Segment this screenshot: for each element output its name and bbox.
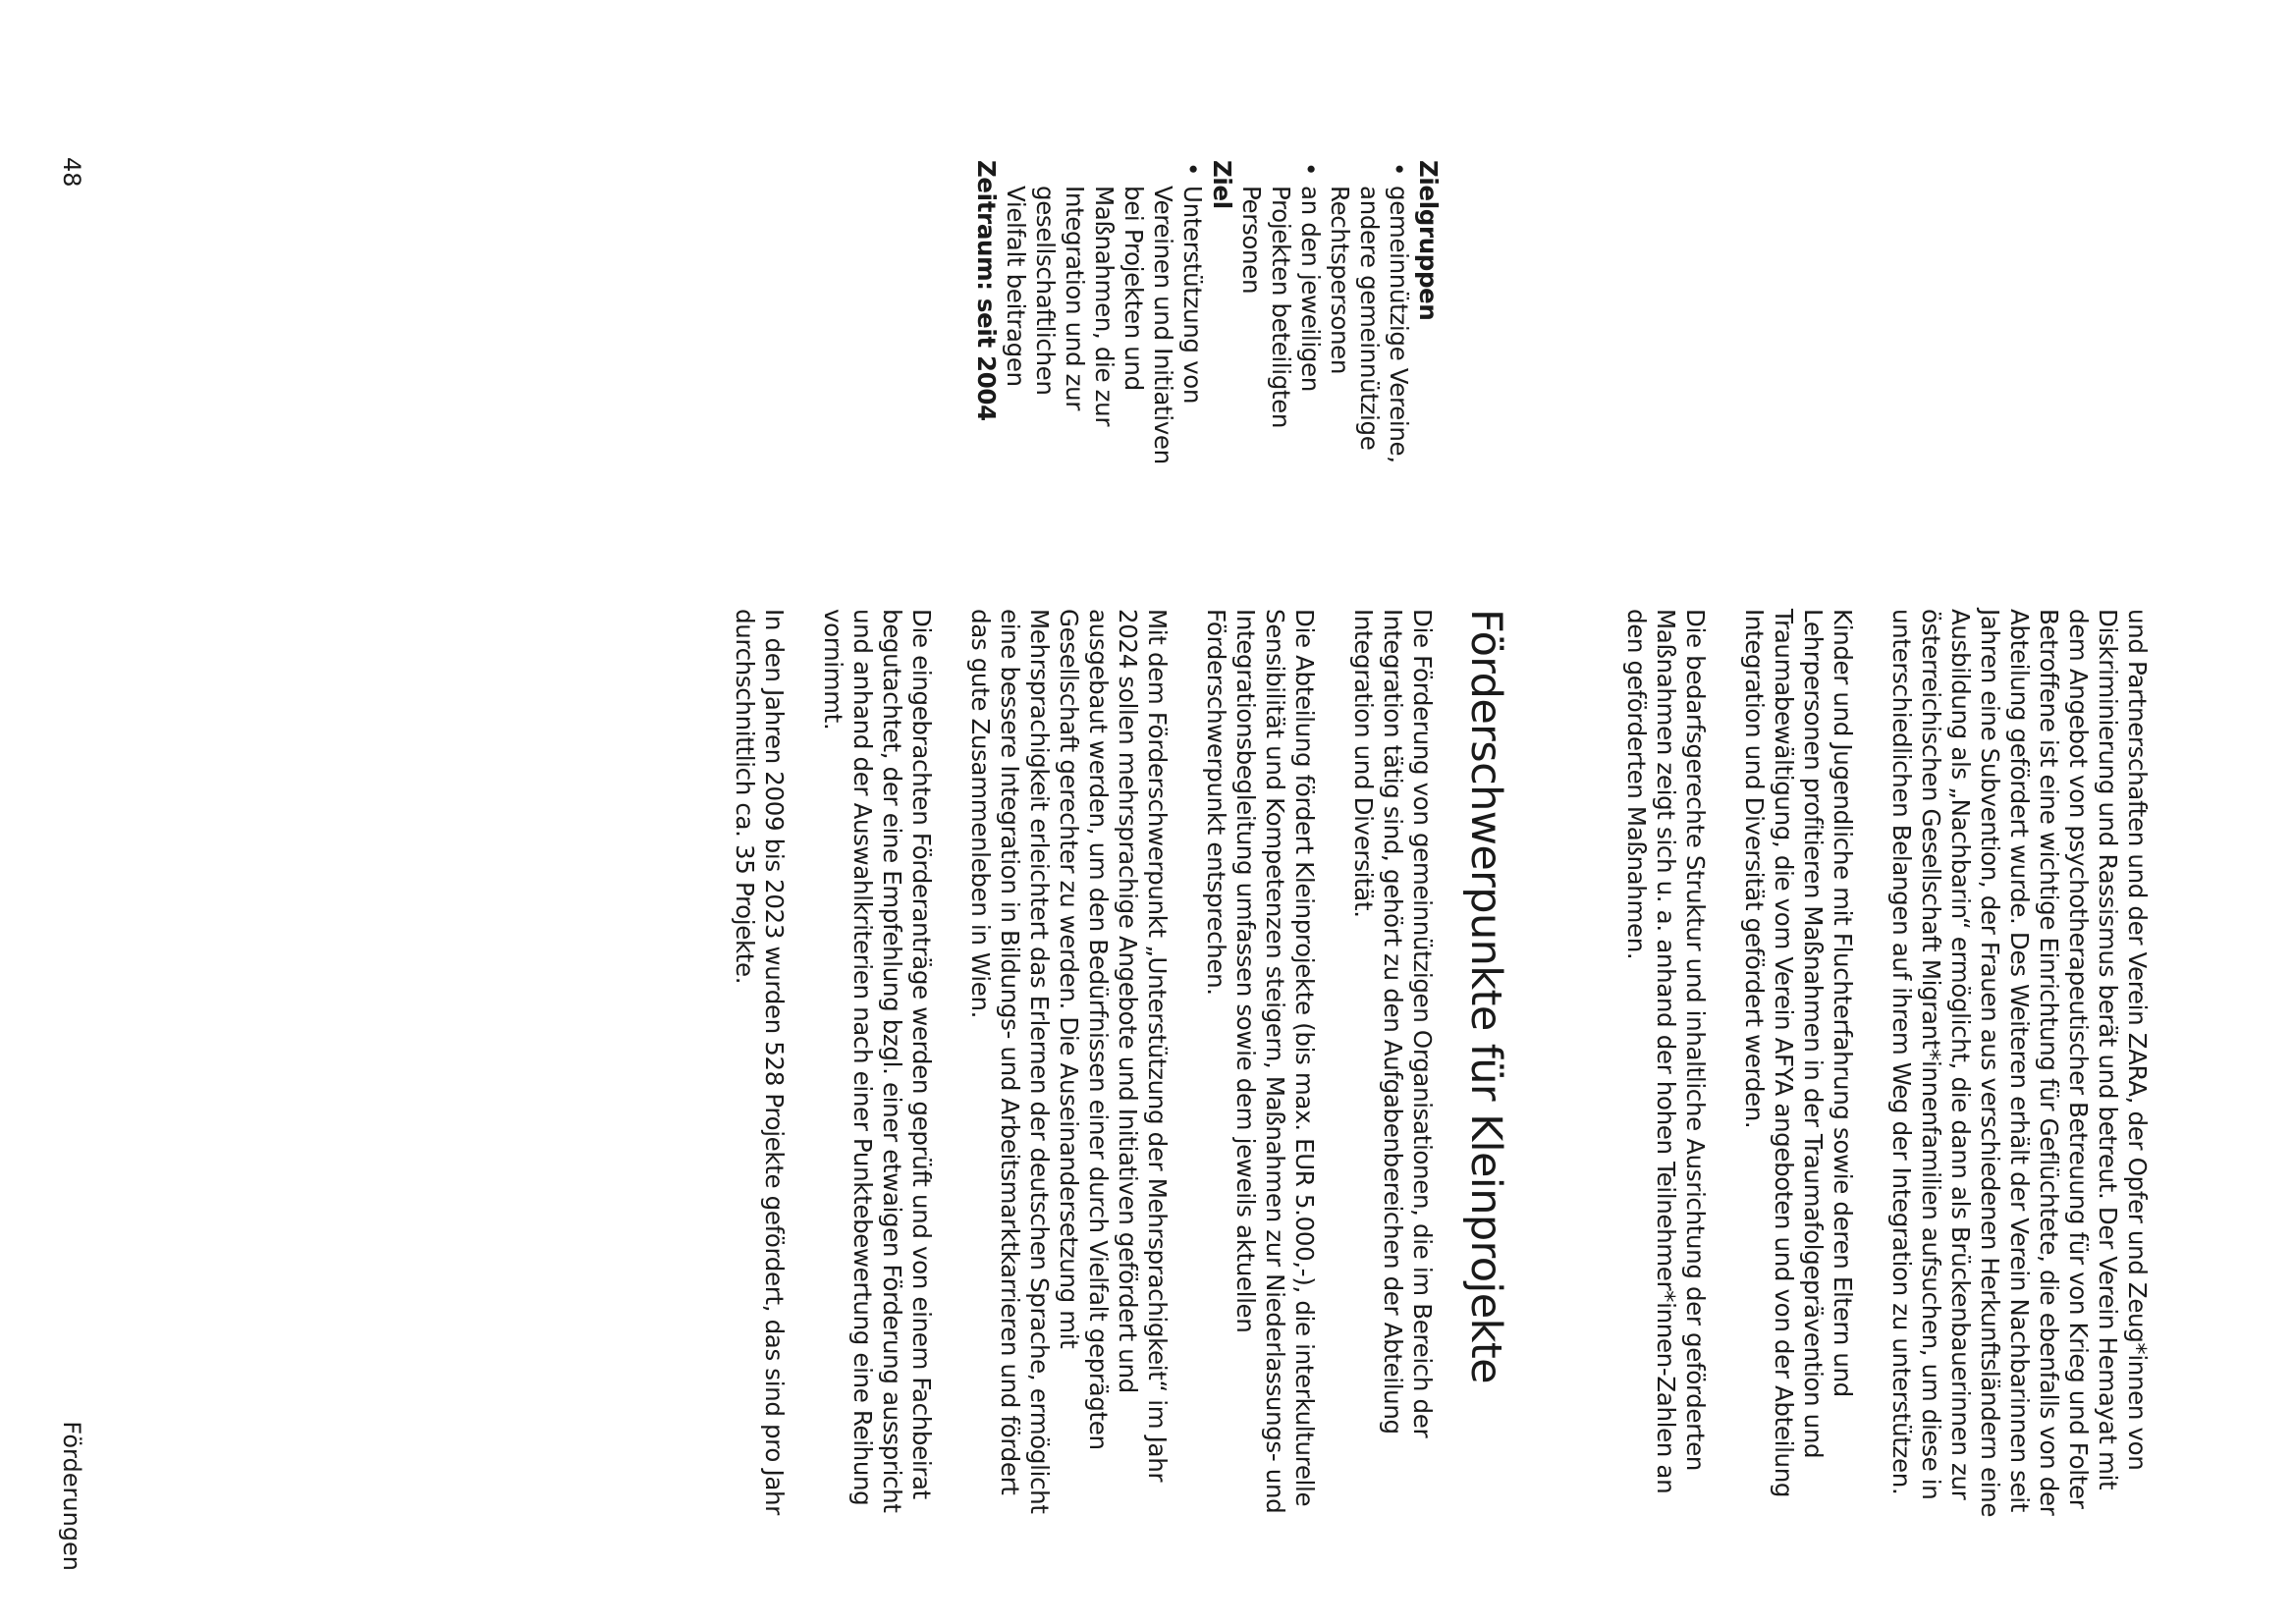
intro-text <box>1621 609 2152 1522</box>
ziel-list <box>1001 160 1207 479</box>
paragraph: Die bedarfsgerechte Struktur und inhaltliche Ausrichtung der geförderten Maßnahmen zeigt sich u. a. anhand der hohen Teilnehmer*innen-Zahlen an den geförderten Maßnahmen. <box>1622 609 1710 1494</box>
list-item: • gemeinnützige Vereine, andere gemeinnützige Rechtspersonen <box>1326 162 1413 463</box>
page-number: 48 <box>58 157 85 188</box>
paragraph: und Partnerschaften und der Verein ZARA, der Opfer und Zeug*innen von Diskriminierung und Rassismus berät und betreut. Der Verein Hemayat mit dem Angebot von psychotherapeutischer Betreuung für von Krieg und Folter Betroffene ist eine wichtige Einrichtung für Geflüchtete, die ebenfalls von der Abteilung gefördert wurde. Des Weiteren erhält der Verein Nachbarinnen seit Jahren eine Subvention, der Frauen aus verschiedenen Herkunftsländern eine Ausbildung als „Nachbarin“ ermöglicht, die dann als Brückenbauerinnen zur österreichischen Gesellschaft Migrant*innenfamilien aufsuchen, um diese in unterschiedlichen Belangen auf ihrem Weg der Integration zu unterstützen. <box>1887 609 2152 1518</box>
zeitraum-label: Zeitraum: seit 2004 <box>972 160 1001 421</box>
paragraph: Die eingebrachten Förderanträge werden geprüft und von einem Fachbeirat begutachtet, der eine Empfehlung bzgl. einer etwaigen Förderung ausspricht und anhand der Auswahlkriterien nach einer Punktebewertung eine Reihung vornimmt. <box>819 609 936 1513</box>
paragraph: Mit dem Förderschwerpunkt „Unterstützung der Mehrsprachigkeit“ im Jahr 2024 sollen mehrsprachige Angebote und Initiativen gefördert und ausgebaut werden, um den Bedürfnissen einer durch Vielfalt geprägten Gesellschaft gerechter zu werden. Die Auseinandersetzung mit Mehrsprachigkeit erleichtert das Erlernen der deutschen Sprache, ermöglicht eine bessere Integration in Bildungs- und Arbeitsmarktkarrieren und fördert das gute Zusammenleben in Wien. <box>966 609 1172 1514</box>
list-item: • Unterstützung von Vereinen und Initiativen bei Projekten und Maßnahmen, die zur Integration und zur gesellschaftlichen Vielfalt beitragen <box>1002 162 1207 464</box>
zielgruppen-list <box>1236 160 1413 479</box>
paragraph: Kinder und Jugendliche mit Fluchterfahrung sowie deren Eltern und Lehrpersonen profitieren Maßnahmen in der Traumafolgeprävention und Traumabewältigung, die vom Verein AFYA angeboten und von der Abteilung Integration und Diversität gefördert werden. <box>1740 609 1857 1498</box>
paragraph: In den Jahren 2009 bis 2023 wurden 528 Projekte gefördert, das sind pro Jahr durchschnittlich ca. 35 Projekte. <box>731 609 789 1515</box>
paragraph: Die Förderung von gemeinnützigen Organisationen, die im Bereich der Integration tätig sind, gehört zu den Aufgabenbereichen der Abteilung Integration und Diversität. <box>1349 609 1437 1438</box>
section-heading: Förderschwerpunkte für Kleinprojekte <box>1461 609 1510 1384</box>
paragraph: Die Abteilung fördert Kleinprojekte (bis max. EUR 5.000,-), die interkulturelle Sensibilität und Kompetenzen steigern, Maßnahmen zur Niederlassungs- und Integrationsbegleitung umfassen sowie dem jeweils aktuellen Förderschwerpunkt entsprechen. <box>1202 609 1319 1514</box>
section-text <box>730 609 1437 1522</box>
zielgruppen-heading: Zielgruppen <box>1414 160 1443 321</box>
list-item: • an den jeweiligen Projekten beteiligten Personen <box>1237 162 1325 429</box>
ziel-heading: Ziel <box>1208 160 1236 209</box>
footer-section-label: Förderungen <box>58 1421 85 1571</box>
sidebar-info <box>971 160 1443 479</box>
